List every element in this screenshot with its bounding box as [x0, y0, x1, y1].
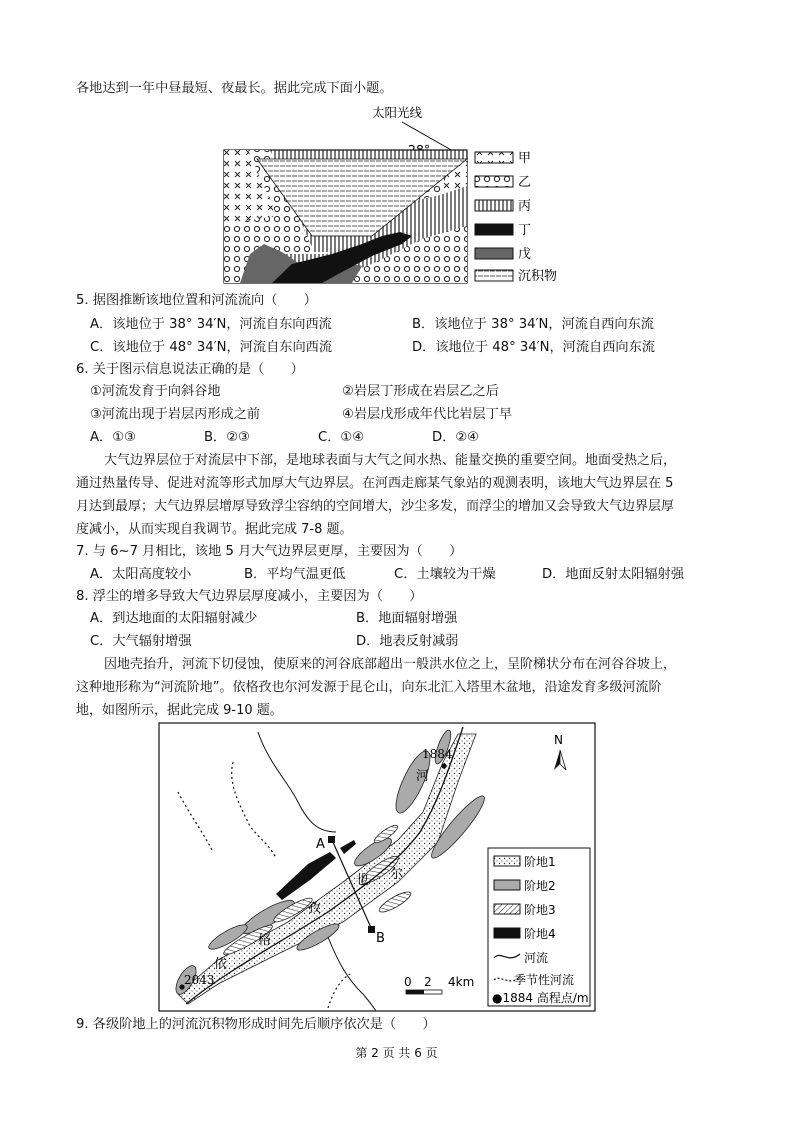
passage3-line1: 因地壳抬升，河流下切侵蚀，使原来的河谷底部超出一般洪水位之上，呈阶梯状分布在河谷谷坡上，: [104, 657, 677, 672]
elevation-point-1884: [441, 763, 446, 768]
q6-statement-1: ①河流发育于向斜谷地: [90, 384, 221, 399]
q8-stem: 8. 浮尘的增多导致大气边界层厚度减小，主要因为（ ）: [76, 589, 423, 604]
q6-statement-4: ④岩层戊形成年代比岩层丁早: [342, 407, 513, 422]
q6-statement-3: ③河流出现于岩层丙形成之前: [90, 407, 261, 422]
q5-option-a: A．该地位于 38° 34′N，河流自东向西流: [90, 317, 332, 332]
q5-option-b: B．该地位于 38° 34′N，河流自西向东流: [412, 317, 654, 332]
intro-text: 各地达到一年中昼最短、夜最长。据此完成下面小题。: [76, 81, 393, 96]
passage3-line2: 这种地形称为“河流阶地”。依格孜也尔河发源于昆仑山，向东北汇入塔里木盆地，沿途发育多级河流阶: [76, 680, 662, 695]
river-char-6: 依: [214, 957, 228, 972]
point-b-marker: [368, 926, 375, 933]
fig1-legend: [475, 151, 557, 284]
q6-option-c: C．①④: [318, 430, 365, 445]
legend-jia: 甲: [518, 151, 532, 166]
river-char-2: 尔: [390, 867, 404, 882]
geologic-cross-section-figure: [222, 104, 567, 286]
passage2-line3: 月达到最厚；大气边界层增厚导致浮尘容纳的空间增大，沙尘多发，而浮尘的增加又会导致大气边界层厚: [76, 499, 675, 514]
q9-stem: 9. 各级阶地上的河流沉积物形成时间先后顺序依次是（ ）: [76, 1017, 436, 1032]
q6-stem: 6. 关于图示信息说法正确的是（ ）: [76, 362, 304, 377]
q7-option-c: C．土壤较为干燥: [394, 567, 496, 582]
north-label: N: [554, 733, 563, 747]
elevation-label-1884: 1884: [422, 747, 453, 761]
passage2-line4: 度减小，从而实现自我调节。据此完成 7-8 题。: [76, 522, 353, 537]
scale-4km: 4km: [448, 975, 475, 989]
q8-option-c: C．大气辐射增强: [90, 634, 192, 649]
point-a-label: A: [316, 837, 325, 852]
q5-option-d: D．该地位于 48° 34′N，河流自西向东流: [412, 340, 655, 355]
river-terrace-map-figure: [158, 722, 596, 1012]
q7-option-a: A．太阳高度较小: [90, 567, 192, 582]
point-b-label: B: [376, 931, 385, 946]
q6-option-a: A．①③: [90, 430, 136, 445]
passage3-line3: 地，如图所示，据此完成 9-10 题。: [76, 703, 283, 718]
legend-bing: 丙: [518, 199, 532, 214]
legend-ding: 丁: [518, 223, 532, 238]
legend-sediment: 沉积物: [518, 269, 558, 284]
q7-option-b: B．平均气温更低: [244, 567, 346, 582]
passage2-line2: 通过热量传导、促进对流等形式加厚大气边界层。在河西走廊某气象站的观测表明，该地大气边界层在 5: [76, 476, 674, 491]
page-footer: 第 2 页 共 6 页: [355, 1046, 438, 1060]
q6-option-d: D．②④: [432, 430, 479, 445]
q5-option-c: C．该地位于 48° 34′N，河流自东向西流: [90, 340, 333, 355]
q6-statement-2: ②岩层丁形成在岩层乙之后: [342, 384, 499, 399]
legend-yi: 乙: [518, 175, 532, 190]
legend-terrace-3: 阶地3: [524, 903, 556, 917]
q8-option-a: A．到达地面的太阳辐射减少: [90, 611, 258, 626]
river-char-1: 河: [416, 769, 430, 784]
point-a-marker: [328, 836, 335, 843]
legend-elevation-point: ●1884 高程点/m: [492, 991, 589, 1005]
q5-stem: 5. 据图推断该地位置和河流流向（ ）: [76, 293, 317, 308]
q8-option-b: B．地面辐射增强: [356, 611, 458, 626]
legend-terrace-1: 阶地1: [524, 855, 556, 869]
legend-wu: 戊: [518, 247, 532, 262]
river-char-5: 格: [258, 933, 272, 948]
legend-river: 河流: [524, 951, 549, 965]
elevation-label-2043: 2043: [184, 973, 215, 987]
river-char-4: 孜: [308, 901, 322, 916]
q7-stem: 7. 与 6~7 月相比，该地 5 月大气边界层更厚，主要因为（ ）: [76, 544, 463, 559]
legend-seasonal-river: 季节性河流: [514, 973, 575, 987]
river-char-3: 也: [356, 873, 370, 888]
scale-0: 0: [404, 975, 412, 989]
passage2-line1: 大气边界层位于对流层中下部，是地球表面与大气之间水热、能量交换的重要空间。地面受热之后，: [104, 453, 677, 468]
legend-terrace-2: 阶地2: [524, 879, 556, 893]
q7-option-d: D．地面反射太阳辐射强: [542, 567, 685, 582]
q6-option-b: B．②③: [204, 430, 250, 445]
scale-2: 2: [424, 975, 432, 989]
legend-terrace-4: 阶地4: [524, 927, 556, 941]
sun-ray-label: 太阳光线: [372, 105, 423, 120]
q8-option-d: D．地表反射减弱: [356, 634, 459, 649]
